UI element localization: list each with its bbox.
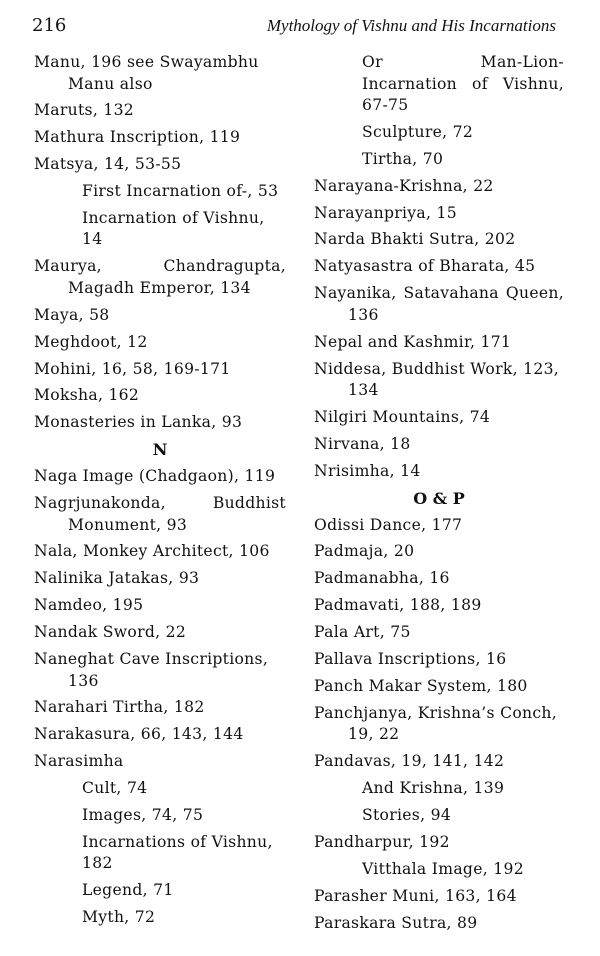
index-entry: Monasteries in Lanka, 93 bbox=[34, 413, 243, 432]
index-entry: Narasimha bbox=[34, 752, 124, 771]
index-entry: Narayana-Krishna, 22 bbox=[314, 176, 494, 195]
index-subentry: Legend, 71 bbox=[82, 881, 174, 900]
index-entry: Manu, 196 see Swayambhu Manu also bbox=[34, 53, 259, 93]
page-number: 216 bbox=[32, 15, 67, 36]
index-subentry: Tirtha, 70 bbox=[362, 149, 444, 168]
running-title: Mythology of Vishnu and His Incarnations bbox=[266, 16, 556, 35]
index-entry: Nalinika Jatakas, 93 bbox=[34, 569, 200, 588]
index-entry: Nepal and Kashmir, 171 bbox=[314, 332, 512, 351]
index-entry: Nayanika, Satavahana Queen, 136 bbox=[314, 284, 564, 324]
index-subentry: Images, 74, 75 bbox=[82, 805, 204, 824]
index-entry: Naga Image (Chadgaon), 119 bbox=[34, 467, 276, 486]
index-entry: Pallava Inscriptions, 16 bbox=[314, 650, 507, 669]
index-entry: Nandak Sword, 22 bbox=[34, 623, 187, 642]
section-letter-heading: N bbox=[152, 440, 168, 460]
index-entry: Paraskara Sutra, 89 bbox=[314, 913, 478, 932]
index-entry: Padmavati, 188, 189 bbox=[314, 596, 482, 615]
index-entry: Narahari Tirtha, 182 bbox=[34, 698, 205, 717]
index-entry: Mathura Inscription, 119 bbox=[34, 128, 241, 147]
index-entry: Pala Art, 75 bbox=[314, 623, 411, 642]
index-subentry: Incarnations of Vishnu, 182 bbox=[82, 832, 273, 873]
index-subentry: Cult, 74 bbox=[82, 779, 148, 798]
index-column-left bbox=[34, 52, 286, 934]
section-letter-heading: O & P bbox=[413, 488, 465, 508]
index-subentry: Or Man-Lion-Incarnation of Vishnu, 67-75 bbox=[362, 53, 564, 114]
index-entry: Narda Bhakti Sutra, 202 bbox=[314, 230, 516, 249]
index-entry: Matsya, 14, 53-55 bbox=[34, 155, 182, 174]
index-entry: Nagrjunakonda, Buddhist Monument, 93 bbox=[34, 494, 286, 534]
index-column-right bbox=[314, 52, 564, 939]
index-entry: Nirvana, 18 bbox=[314, 434, 411, 453]
index-subentry: Incarnation of Vishnu, 14 bbox=[82, 208, 265, 249]
index-entry: Narayanpriya, 15 bbox=[314, 203, 457, 222]
index-subentry: First Incarnation of-, 53 bbox=[82, 182, 279, 201]
index-subentry: Vitthala Image, 192 bbox=[362, 859, 524, 878]
index-entry: Natyasastra of Bharata, 45 bbox=[314, 257, 536, 276]
index-entry: Meghdoot, 12 bbox=[34, 332, 148, 351]
index-entry: Padmanabha, 16 bbox=[314, 569, 450, 588]
index-entry: Narakasura, 66, 143, 144 bbox=[34, 725, 244, 744]
index-entry: Odissi Dance, 177 bbox=[314, 515, 463, 534]
index-subentry: Myth, 72 bbox=[82, 908, 156, 927]
index-entry: Padmaja, 20 bbox=[314, 542, 415, 561]
index-entry: Parasher Muni, 163, 164 bbox=[314, 886, 517, 905]
index-entry: Pandavas, 19, 141, 142 bbox=[314, 752, 505, 771]
index-subentry: Sculpture, 72 bbox=[362, 122, 474, 141]
index-subentry: And Krishna, 139 bbox=[362, 779, 505, 798]
index-entry: Maya, 58 bbox=[34, 305, 110, 324]
index-entry: Maruts, 132 bbox=[34, 101, 135, 120]
index-entry: Pandharpur, 192 bbox=[314, 832, 450, 851]
index-entry: Nilgiri Mountains, 74 bbox=[314, 407, 491, 426]
index-entry: Nrisimha, 14 bbox=[314, 461, 421, 480]
index-entry: Mohini, 16, 58, 169-171 bbox=[34, 359, 231, 378]
index-entry: Moksha, 162 bbox=[34, 386, 140, 405]
index-entry: Panchjanya, Krishna’s Conch, 19, 22 bbox=[314, 703, 557, 744]
index-entry: Nala, Monkey Architect, 106 bbox=[34, 542, 270, 561]
index-subentry: Stories, 94 bbox=[362, 805, 452, 824]
index-entry: Namdeo, 195 bbox=[34, 596, 144, 615]
index-entry: Maurya, Chandragupta, Magadh Emperor, 134 bbox=[34, 257, 286, 297]
index-entry: Niddesa, Buddhist Work, 123, 134 bbox=[314, 359, 560, 400]
index-entry: Naneghat Cave Inscriptions, 136 bbox=[34, 650, 269, 690]
index-entry: Panch Makar System, 180 bbox=[314, 676, 528, 695]
